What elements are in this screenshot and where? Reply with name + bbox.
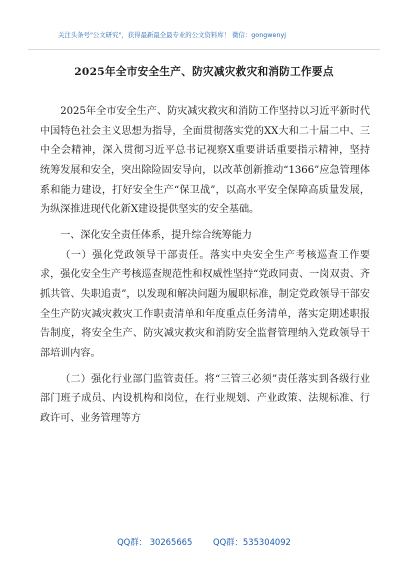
item-paragraph: （一）强化党政领导干部责任。落实中央安全生产考核巡查工作要求，强化安全生产考核巡查规范性和权威性坚持“党政同责、一岗双责、齐抓共管、失职追责”，以发现和解决问题为履职标准，制定党政领导干部安全生产防灾减灾救灾工作职责清单和年度重点任务清单，落实定期述职报告制度，将安全生产、防灾减灾救灾和消防安全监督管理纳入党政领导干部培训内容。 <box>40 249 370 360</box>
section-heading: 一、深化安全责任体系，提升综合统筹能力 <box>60 230 252 242</box>
intro-paragraph: 2025年全市安全生产、防灾减灾救灾和消防工作坚持以习近平新时代中国特色社会主义思想为指导，全面贯彻落实党的XX大和二十届二中、三中全会精神，深入贯彻习近平总书记视察X重要讲话重要指示精神，坚持统筹发展和安全，突出除险固安导向，以改革创新推动“1366”应急管理体系和能力建设，打好安全生产“保卫战”，以高水平安全保障高质量发展，为纵深推进现代化新X建设提供坚实的安全基础。 <box>40 106 370 216</box>
header-divider <box>28 49 380 50</box>
footer-contacts <box>0 536 408 548</box>
promo-link[interactable]: 关注头条号"公文研究"，获得最新最全最专业的公文资料库！ 微信：gongwenyj <box>58 31 287 39</box>
document-body <box>40 102 370 429</box>
promo-header <box>0 8 408 70</box>
item-paragraph: （二）强化行业部门监管责任。将“三管三必须”责任落实到各级行业部门班子成员、内设机构和岗位，在行业规划、产业政策、法规标准、行政许可、业务管理等方 <box>40 373 370 425</box>
qq-group-2[interactable]: QQ群：535304092 <box>213 537 291 547</box>
document-title: 2025年全市安全生产、防灾减灾救灾和消防工作要点 <box>74 66 334 78</box>
qq-group-1[interactable]: QQ群： 30265665 <box>117 537 193 547</box>
